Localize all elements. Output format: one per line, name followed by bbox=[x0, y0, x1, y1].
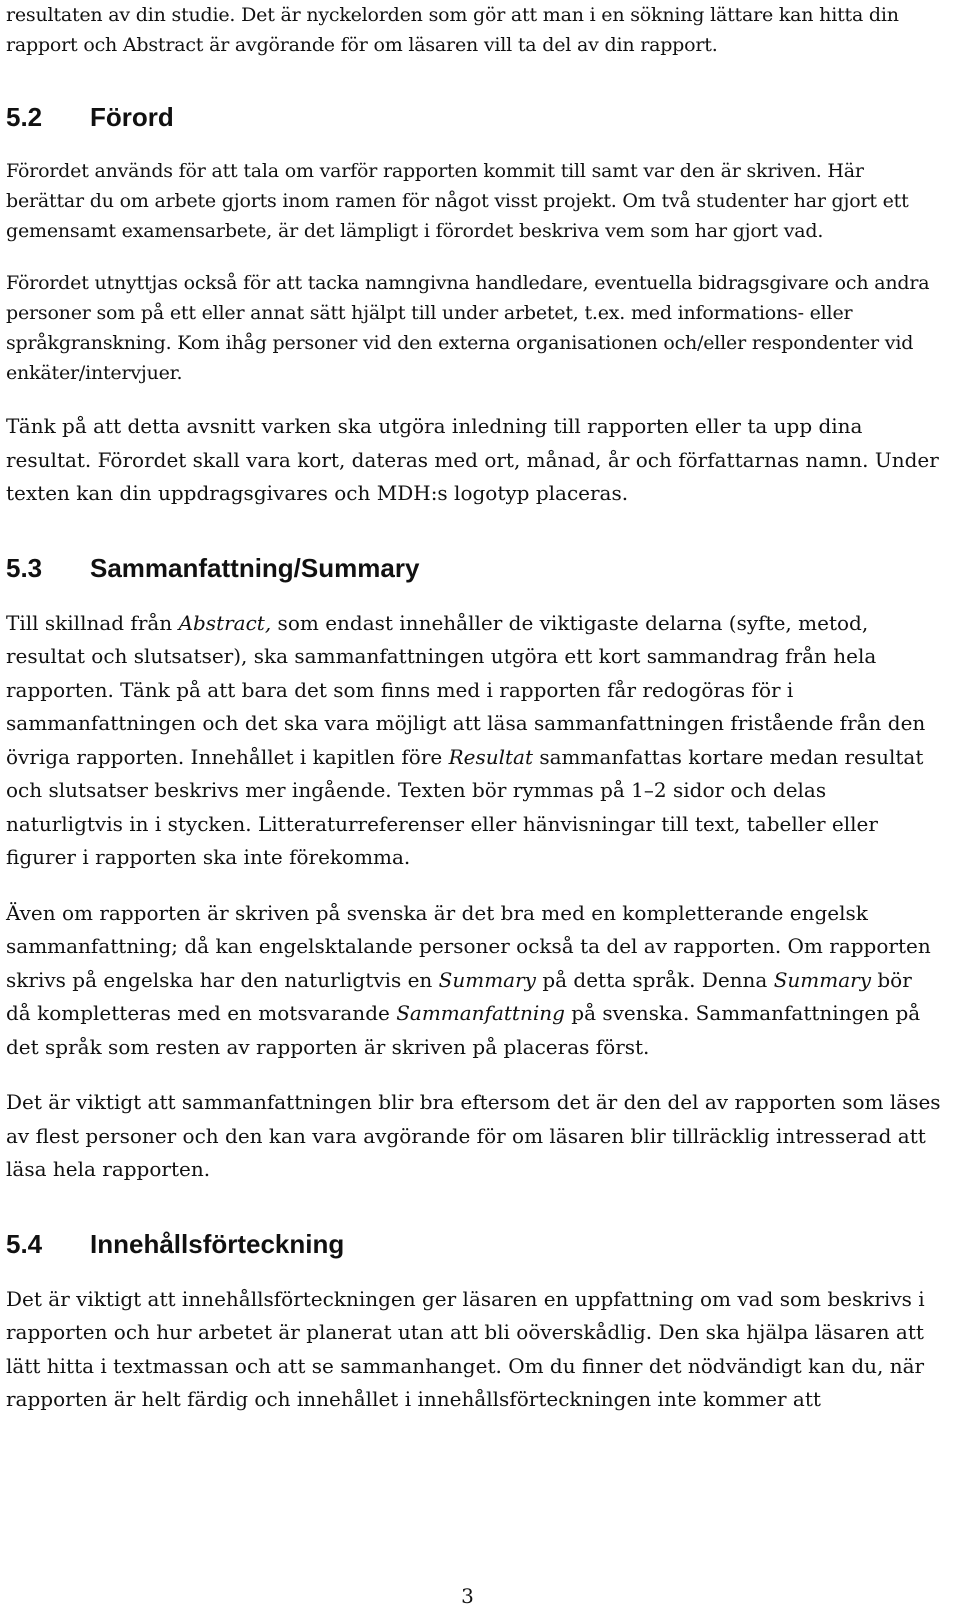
paragraph: Det är viktigt att sammanfattningen blir bra eftersom det är den del av rapporten som läses av flest personer och den kan vara avgörande för om läsaren blir tillräcklig intresserad att läsa hela rapporten. bbox=[6, 1090, 941, 1181]
text-run: sammanfattas kortare medan resultat och slutsatser beskrivs mer ingående. Texten bör rymmas på 1–2 sidor och delas naturligtvis in i stycken. Litteraturreferenser eller hänvisningar till text, tabeller eller figurer i rapporten ska inte förekomma. bbox=[6, 744, 924, 869]
section-number: 5.3 bbox=[6, 552, 43, 583]
text-run: bör då kompletteras med en motsvarande bbox=[6, 967, 912, 1025]
text-run: som endast innehåller de viktigaste delarna (syfte, metod, resultat och slutsatser), ska sammanfattningen utgöra ett kort sammandrag från hela rapporten. Tänk på att bara det som finns med i rapporten får redogöras för i sammanfattningen och det ska vara möjligt att läsa sammanfattningen fristående från den övriga rapporten. Innehållet i kapitlen före bbox=[6, 610, 926, 769]
paragraph: Förordet utnyttjas också för att tacka namngivna handledare, eventuella bidragsgivare och andra personer som på ett eller annat sätt hjälpt till under arbetet, t.ex. med informations- eller språkgranskning. Kom ihåg personer vid den externa organisationen och/eller respondenter vid enkäter/intervjuer. bbox=[6, 272, 930, 384]
spacer bbox=[6, 134, 941, 156]
italic-term: Summary bbox=[438, 967, 536, 992]
document-page bbox=[6, 0, 941, 1417]
section-number: 5.4 bbox=[6, 1228, 43, 1259]
spacer bbox=[6, 875, 941, 897]
section-title: Innehållsförteckning bbox=[90, 1228, 345, 1259]
section-heading-forord bbox=[6, 100, 941, 134]
paragraph bbox=[6, 897, 941, 1065]
section-title: Sammanfattning/Summary bbox=[90, 552, 420, 583]
text-run: på detta språk. Denna bbox=[535, 967, 774, 992]
italic-term: Resultat bbox=[448, 744, 534, 769]
paragraph: Det är viktigt att innehållsförteckningen ger läsaren en uppfattning om vad som beskrivs i rapporten och hur arbetet är planerat utan att bli oöverskådlig. Den ska hjälpa läsaren att lätt hitta i textmassan och att se sammanhanget. Om du finner det nödvändigt kan du, när rapporten är helt färdig och innehållet i innehållsförteckningen inte kommer att bbox=[6, 1286, 925, 1411]
italic-term: Abstract, bbox=[178, 610, 272, 635]
spacer bbox=[6, 246, 941, 268]
italic-term: Summary bbox=[773, 967, 871, 992]
section-heading-toc bbox=[6, 1227, 941, 1261]
section-number: 5.2 bbox=[6, 102, 43, 132]
spacer bbox=[6, 388, 941, 410]
section-title: Förord bbox=[90, 102, 174, 132]
spacer bbox=[6, 1261, 941, 1283]
spacer bbox=[6, 60, 941, 100]
section-heading-summary bbox=[6, 551, 941, 585]
text-run: på svenska. Sammanfattningen på det språk som resten av rapporten är skriven på placeras först. bbox=[6, 1001, 921, 1059]
page-number: 3 bbox=[461, 1584, 474, 1608]
spacer bbox=[6, 1187, 941, 1227]
spacer bbox=[6, 511, 941, 551]
italic-term: Sammanfattning bbox=[396, 1001, 565, 1025]
text-run: Även om rapporten är skriven på svenska är det bra med en kompletterande engelsk sammanfattning; då kan engelsktalande personer också ta del av rapporten. Om rapporten skrivs på engelska har den naturligtvis en bbox=[6, 900, 931, 992]
spacer bbox=[6, 585, 941, 607]
paragraph: Tänk på att detta avsnitt varken ska utgöra inledning till rapporten eller ta upp dina resultat. Förordet skall vara kort, dateras med ort, månad, år och författarnas namn. Under texten kan din uppdragsgivares och MDH:s logotyp placeras. bbox=[6, 414, 939, 505]
paragraph: Förordet används för att tala om varför rapporten kommit till samt var den är skriven. Här berättar du om arbete gjorts inom ramen för något visst projekt. Om två studenter har gjort ett gemensamt examensarbete, är det lämpligt i förordet beskriva vem som har gjort vad. bbox=[6, 160, 909, 242]
paragraph bbox=[6, 607, 941, 875]
intro-paragraph: resultaten av din studie. Det är nyckelorden som gör att man i en sökning lättare kan hitta din rapport och Abstract är avgörande för om läsaren vill ta del av din rapport. bbox=[6, 4, 899, 56]
spacer bbox=[6, 1064, 941, 1086]
text-run: Till skillnad från bbox=[6, 610, 179, 635]
